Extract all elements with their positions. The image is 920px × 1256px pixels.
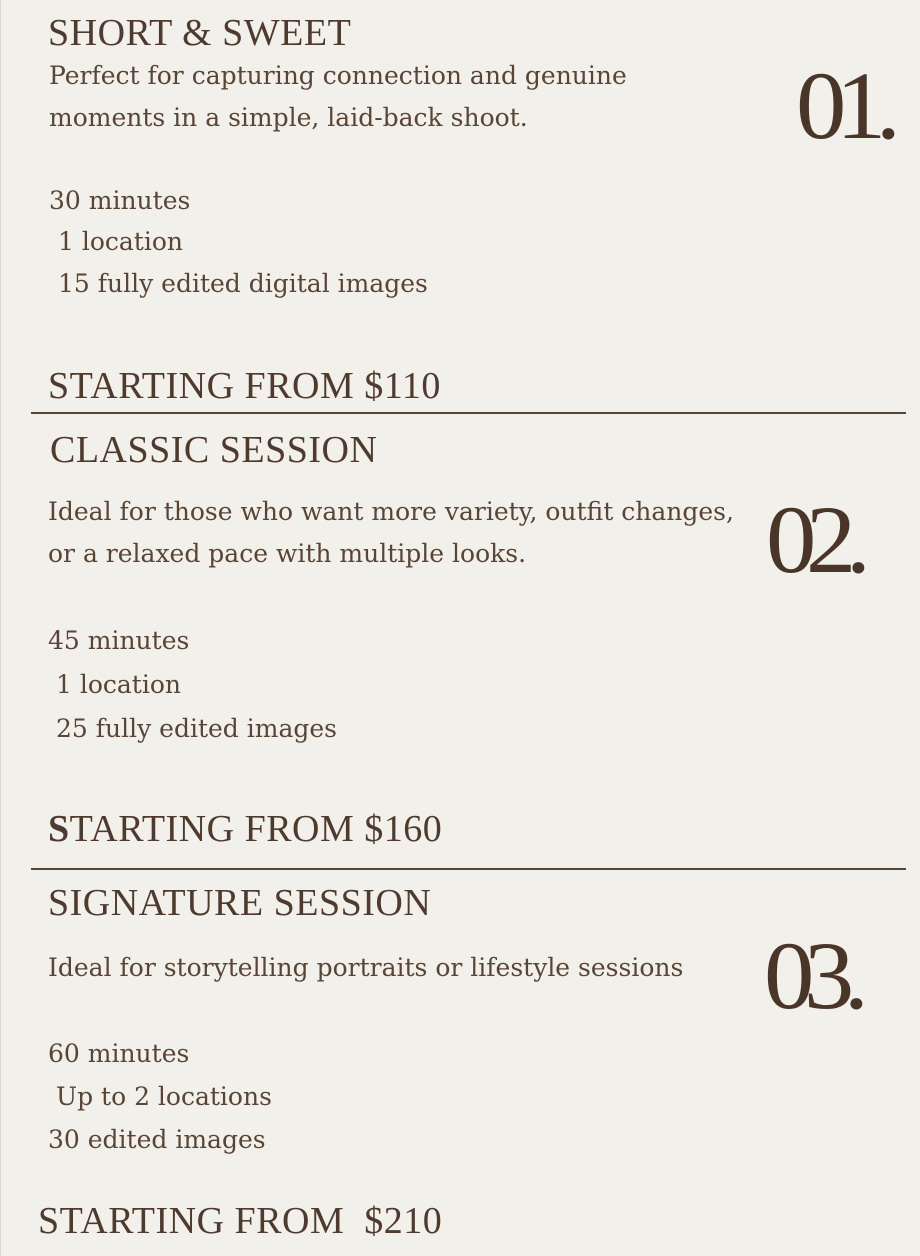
package-number: 01. (796, 52, 891, 159)
package-description: Perfect for capturing connection and genuine moments in a simple, laid-back shoot. (49, 61, 627, 132)
section-divider (31, 412, 906, 414)
price-rest: TARTING FROM $160 (69, 808, 443, 850)
feature-duration: 45 minutes (48, 626, 190, 655)
package-price: STARTING FROM $210 (38, 1200, 443, 1242)
feature-locations: 1 location (58, 227, 183, 256)
feature-duration: 60 minutes (48, 1039, 190, 1068)
feature-locations: 1 location (56, 670, 181, 699)
package-title: SHORT & SWEET (48, 12, 352, 54)
feature-images: 15 fully edited digital images (58, 269, 428, 298)
package-description: Ideal for those who want more variety, outfit changes, or a relaxed pace with multiple looks. (48, 497, 734, 568)
feature-images: 30 edited images (48, 1125, 266, 1154)
package-price: STARTING FROM $110 (48, 365, 441, 407)
price-first-letter: S (48, 808, 70, 850)
package-number: 03. (764, 922, 859, 1029)
package-number: 02. (766, 486, 861, 593)
section-divider (31, 868, 906, 870)
package-price (48, 810, 442, 848)
feature-images: 25 fully edited images (56, 714, 337, 743)
package-title: SIGNATURE SESSION (48, 882, 432, 924)
feature-locations: Up to 2 locations (56, 1082, 272, 1111)
package-description: Ideal for storytelling portraits or lifestyle sessions (48, 953, 684, 982)
feature-duration: 30 minutes (49, 186, 191, 215)
package-title: CLASSIC SESSION (50, 429, 378, 471)
